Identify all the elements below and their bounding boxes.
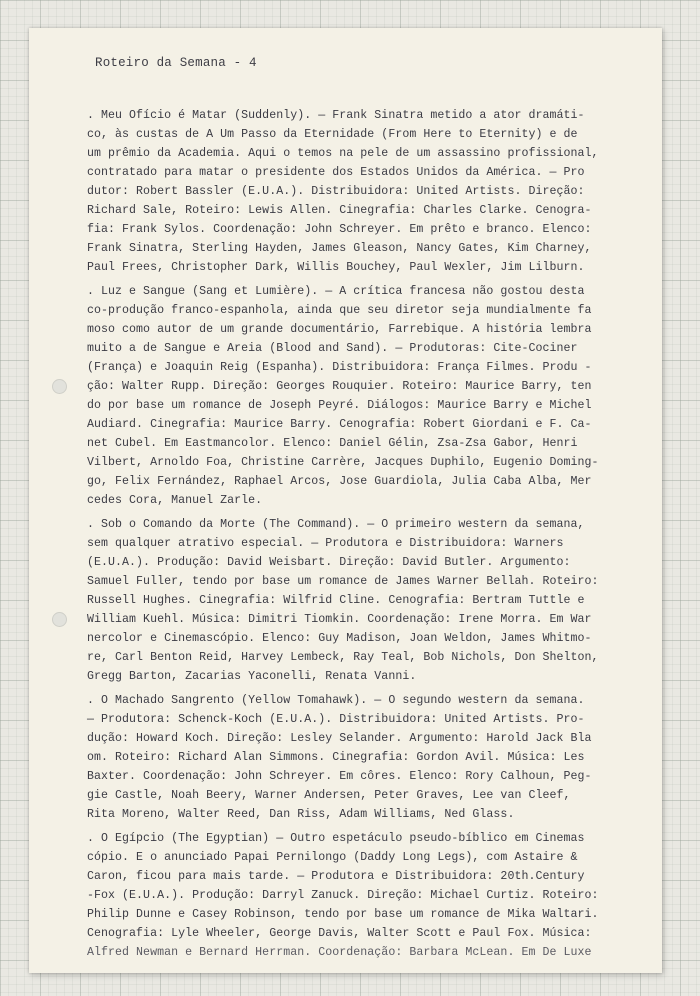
text-line: do por base um romance de Joseph Peyré. Diálogos: Maurice Barry e Michel xyxy=(87,399,592,412)
text-line: om. Roteiro: Richard Alan Simmons. Cinegrafia: Gordon Avil. Música: Les xyxy=(87,751,585,764)
text-line: nercolor e Cinemascópio. Elenco: Guy Madison, Joan Weldon, James Whitmo- xyxy=(87,632,592,645)
text-line: Vilbert, Arnoldo Foa, Christine Carrère, Jacques Duphilo, Eugenio Doming- xyxy=(87,456,599,469)
punch-hole-upper xyxy=(52,379,67,394)
text-line: (França) e Joaquin Reig (Espanha). Distribuidora: França Filmes. Produ - xyxy=(87,361,592,374)
text-line: Audiard. Cinegrafia: Maurice Barry. Cenografia: Robert Giordani e F. Ca- xyxy=(87,418,592,431)
text-line: dução: Howard Koch. Direção: Lesley Selander. Argumento: Harold Jack Bla xyxy=(87,732,592,745)
text-line: sem qualquer atrativo especial. — Produtora e Distribuidora: Warners xyxy=(87,537,564,550)
text-line: -Fox (E.U.A.). Produção: Darryl Zanuck. Direção: Michael Curtiz. Roteiro: xyxy=(87,889,599,902)
text-line: Paul Frees, Christopher Dark, Willis Bouchey, Paul Wexler, Jim Lilburn. xyxy=(87,261,585,274)
page-body xyxy=(87,106,635,967)
film-entry-the-egyptian xyxy=(87,829,635,962)
text-line: muito a de Sangue e Areia (Blood and Sand). — Produtoras: Cite-Cociner xyxy=(87,342,578,355)
text-line: re, Carl Benton Reid, Harvey Lembeck, Ray Teal, Bob Nichols, Don Shelton, xyxy=(87,651,599,664)
text-line: Frank Sinatra, Sterling Hayden, James Gleason, Nancy Gates, Kim Charney, xyxy=(87,242,592,255)
page-header: Roteiro da Semana - 4 xyxy=(95,56,257,70)
text-line: co, às custas de A Um Passo da Eternidade (From Here to Eternity) e de xyxy=(87,128,578,141)
text-line: Russell Hughes. Cinegrafia: Wilfrid Cline. Cenografia: Bertram Tuttle e xyxy=(87,594,585,607)
film-entry-yellow-tomahawk xyxy=(87,691,635,824)
text-line: Richard Sale, Roteiro: Lewis Allen. Cinegrafia: Charles Clarke. Cenogra- xyxy=(87,204,592,217)
text-line: fia: Frank Sylos. Coordenação: John Schreyer. Em prêto e branco. Elenco: xyxy=(87,223,592,236)
text-line: net Cubel. Em Eastmancolor. Elenco: Daniel Gélin, Zsa-Zsa Gabor, Henri xyxy=(87,437,578,450)
text-line: dutor: Robert Bassler (E.U.A.). Distribuidora: United Artists. Direção: xyxy=(87,185,585,198)
text-line: William Kuehl. Música: Dimitri Tiomkin. Coordenação: Irene Morra. Em War xyxy=(87,613,592,626)
text-line: gie Castle, Noah Beery, Warner Andersen, Peter Graves, Lee van Cleef, xyxy=(87,789,571,802)
typewritten-page xyxy=(29,28,662,973)
text-line: ção: Walter Rupp. Direção: Georges Rouquier. Roteiro: Maurice Barry, ten xyxy=(87,380,592,393)
text-line: contratado para matar o presidente dos Estados Unidos da América. — Pro xyxy=(87,166,585,179)
film-entry-sang-et-lumiere xyxy=(87,282,635,510)
text-line: (E.U.A.). Produção: David Weisbart. Direção: David Butler. Argumento: xyxy=(87,556,571,569)
text-line: Alfred Newman e Bernard Herrman. Coordenação: Barbara McLean. Em De Luxe xyxy=(87,946,592,959)
film-entry-the-command xyxy=(87,515,635,686)
text-line: Caron, ficou para mais tarde. — Produtora e Distribuidora: 20th.Century xyxy=(87,870,585,883)
text-line: Gregg Barton, Zacarias Yaconelli, Renata Vanni. xyxy=(87,670,417,683)
text-line: Cenografia: Lyle Wheeler, George Davis, Walter Scott e Paul Fox. Música: xyxy=(87,927,592,940)
text-line: cedes Cora, Manuel Zarle. xyxy=(87,494,263,507)
text-line: . Luz e Sangue (Sang et Lumière). — A crítica francesa não gostou desta xyxy=(87,285,585,298)
text-line: . Meu Ofício é Matar (Suddenly). — Frank Sinatra metido a ator dramáti- xyxy=(87,109,585,122)
text-line: go, Felix Fernández, Raphael Arcos, Jose Guardiola, Julia Caba Alba, Mer xyxy=(87,475,592,488)
text-line: moso como autor de um grande documentário, Farrebique. A história lembra xyxy=(87,323,592,336)
text-line: Rita Moreno, Walter Reed, Dan Riss, Adam Williams, Ned Glass. xyxy=(87,808,515,821)
text-line: cópio. E o anunciado Papai Pernilongo (Daddy Long Legs), com Astaire & xyxy=(87,851,578,864)
text-line: Baxter. Coordenação: John Schreyer. Em côres. Elenco: Rory Calhoun, Peg- xyxy=(87,770,592,783)
film-entry-suddenly xyxy=(87,106,635,277)
punch-hole-lower xyxy=(52,612,67,627)
text-line: . O Egípcio (The Egyptian) — Outro espetáculo pseudo-bíblico em Cinemas xyxy=(87,832,585,845)
text-line: — Produtora: Schenck-Koch (E.U.A.). Distribuidora: United Artists. Pro- xyxy=(87,713,585,726)
text-line: . O Machado Sangrento (Yellow Tomahawk). — O segundo western da semana. xyxy=(87,694,585,707)
text-line: co-produção franco-espanhola, ainda que seu diretor seja mundialmente fa xyxy=(87,304,592,317)
text-line: um prêmio da Academia. Aqui o temos na pele de um assassino profissional, xyxy=(87,147,599,160)
text-line: Samuel Fuller, tendo por base um romance de James Warner Bellah. Roteiro: xyxy=(87,575,599,588)
text-line: . Sob o Comando da Morte (The Command). — O primeiro western da semana, xyxy=(87,518,585,531)
text-line: Philip Dunne e Casey Robinson, tendo por base um romance de Mika Waltari. xyxy=(87,908,599,921)
